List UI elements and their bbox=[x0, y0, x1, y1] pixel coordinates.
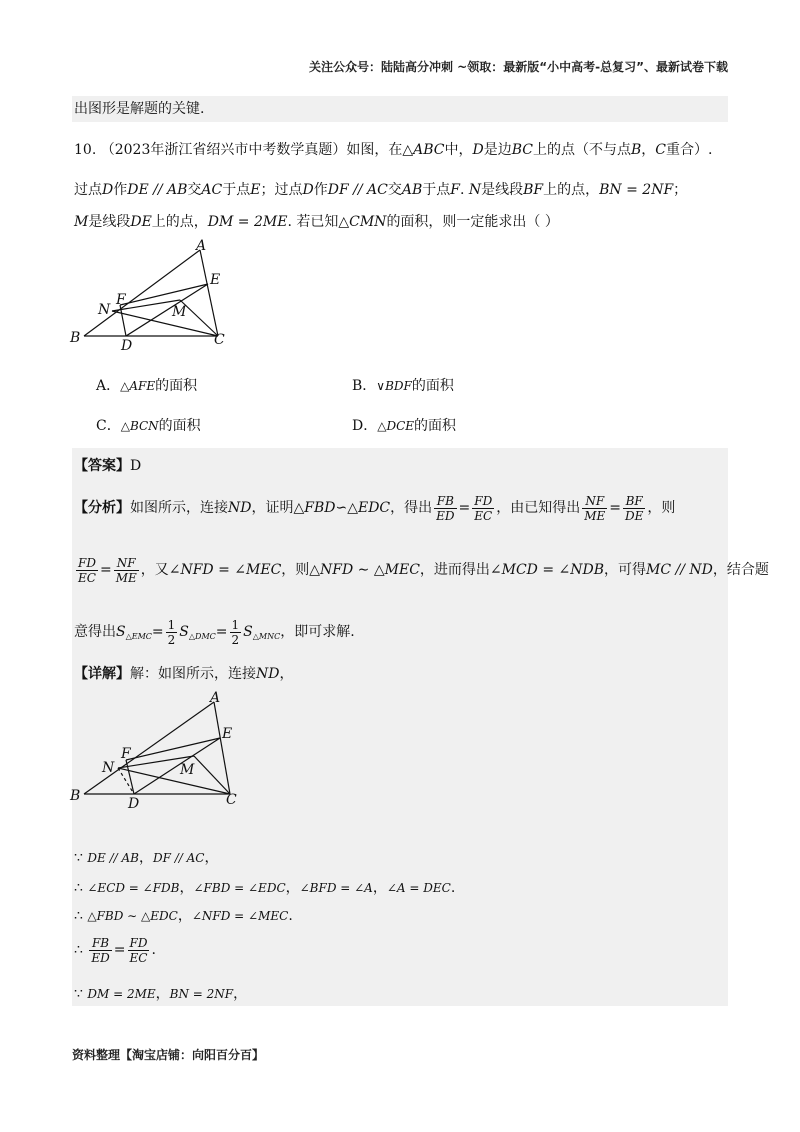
fig2-label-c: C bbox=[226, 792, 237, 808]
question-line-1: 10. （2023年浙江省绍兴市中考数学真题）如图，在△ABC中，D是边BC上的点（不与点B，C重合）. bbox=[74, 142, 713, 158]
fig1-side-ab bbox=[84, 250, 200, 336]
fig1-label-f: F bbox=[116, 292, 126, 308]
fig2-label-a: A bbox=[210, 690, 221, 706]
fig2-label-m: M bbox=[180, 762, 195, 778]
fraction-one-half-2: $\frac{1}{2}$ bbox=[231, 617, 240, 647]
fig2-seg-nc bbox=[118, 768, 230, 794]
fraction-nf-me: $\frac{NF}{ME}$ bbox=[584, 493, 606, 523]
figure-1-triangle bbox=[68, 238, 248, 356]
proof-line-4: ∴ $\frac{FB}{ED}$ = $\frac{FD}{EC}$ . bbox=[74, 935, 156, 965]
fraction-one-half-1: $\frac{1}{2}$ bbox=[167, 617, 176, 647]
analysis-line-2: $\frac{FD}{EC}$ = $\frac{NF}{ME}$ ，又∠NFD = ∠MEC，则△NFD ∼ △MEC，进而得出∠MCD = ∠NDB，可得MC // ND，结合题 bbox=[78, 555, 769, 585]
fig1-side-ac bbox=[200, 250, 221, 336]
fig1-label-m: M bbox=[172, 304, 187, 320]
fraction-proof-fb-ed: $\frac{FB}{ED}$ bbox=[91, 935, 110, 965]
fig1-seg-de bbox=[126, 284, 208, 336]
option-a[interactable]: A．△AFE的面积 bbox=[96, 378, 198, 394]
fig2-seg-fe bbox=[126, 738, 220, 760]
fig2-seg-de bbox=[134, 738, 220, 794]
fig1-label-e: E bbox=[210, 272, 221, 288]
fraction-fb-ed: $\frac{FB}{ED}$ bbox=[436, 493, 455, 523]
fig1-label-d: D bbox=[121, 338, 133, 354]
previous-solution-tail: 出图形是解题的关键. bbox=[74, 101, 205, 117]
fraction-fd-ec: $\frac{FD}{EC}$ bbox=[474, 493, 493, 523]
proof-line-1: ∵ DE // AB，DF // AC， bbox=[74, 850, 219, 866]
fig1-label-a: A bbox=[196, 238, 207, 254]
question-source: （2023年浙江省绍兴市中考数学真题） bbox=[100, 142, 347, 158]
fig1-seg-nc bbox=[112, 311, 218, 336]
analysis-line-3: 意得出$S_{\triangle EMC}=$ $\frac{1}{2}$ $S_{\triangle DMC}=$ $\frac{1}{2}$ $S_{\triangle MNC}$，即可求解. bbox=[74, 617, 355, 647]
proof-line-2: ∴ ∠ECD = ∠FDB，∠FBD = ∠EDC，∠BFD = ∠A，∠A = DEC. bbox=[74, 880, 456, 896]
detail-line: 【详解】解：如图所示，连接ND， bbox=[74, 666, 294, 682]
question-line-2: 过点D作DE // AB交AC于点E；过点D作DF // AC交AB于点F. N是线段BF上的点，BN = 2NF； bbox=[74, 182, 688, 198]
fig2-side-ab bbox=[84, 702, 214, 794]
fig2-label-e: E bbox=[222, 726, 233, 742]
fig1-label-b: B bbox=[70, 330, 81, 346]
answer-value: D bbox=[130, 458, 142, 474]
fig1-seg-fe bbox=[120, 284, 208, 305]
analysis-line-1: 【分析】如图所示，连接ND，证明△FBD∽△EDC，得出 $\frac{FB}{ED}$ = $\frac{FD}{EC}$ ，由已知得出 $\frac{NF}{ME}$ = $\frac{BF}{DE}$ ，则 bbox=[74, 493, 676, 523]
fig1-label-c: C bbox=[214, 332, 225, 348]
option-c[interactable]: C．△BCN的面积 bbox=[96, 418, 201, 434]
fig2-seg-nd-dashed bbox=[118, 768, 134, 794]
proof-line-5: ∵ DM = 2ME，BN = 2NF， bbox=[74, 986, 248, 1002]
fraction-fd-ec-2: $\frac{FD}{EC}$ bbox=[78, 555, 96, 585]
fig1-label-n: N bbox=[98, 302, 111, 318]
question-line-3: M是线段DE上的点，DM = 2ME. 若已知△CMN的面积，则一定能求出（ ） bbox=[74, 214, 559, 230]
option-d[interactable]: D．△DCE的面积 bbox=[352, 418, 457, 434]
fraction-proof-fd-ec: $\frac{FD}{EC}$ bbox=[129, 935, 148, 965]
fig2-label-f: F bbox=[121, 746, 131, 762]
figure-2-triangle bbox=[68, 690, 248, 814]
fraction-nf-me-2: $\frac{NF}{ME}$ bbox=[115, 555, 137, 585]
footer-note: 资料整理【淘宝店铺：向阳百分百】 bbox=[72, 1048, 265, 1062]
option-b[interactable]: B．∨BDF的面积 bbox=[352, 378, 454, 394]
question-number: 10. bbox=[74, 142, 97, 158]
answer-line: 【答案】D bbox=[74, 458, 142, 474]
fraction-bf-de: $\frac{BF}{DE}$ bbox=[625, 493, 644, 523]
fig2-label-d: D bbox=[128, 796, 140, 812]
fig2-label-b: B bbox=[70, 788, 81, 804]
proof-line-3: ∴ △FBD ∼ △EDC，∠NFD = ∠MEC. bbox=[74, 908, 293, 924]
header-note: 关注公众号：陆陆高分冲刺 ~领取：最新版“小中高考-总复习”、最新试卷下载 bbox=[309, 60, 728, 74]
fig2-label-n: N bbox=[102, 760, 115, 776]
